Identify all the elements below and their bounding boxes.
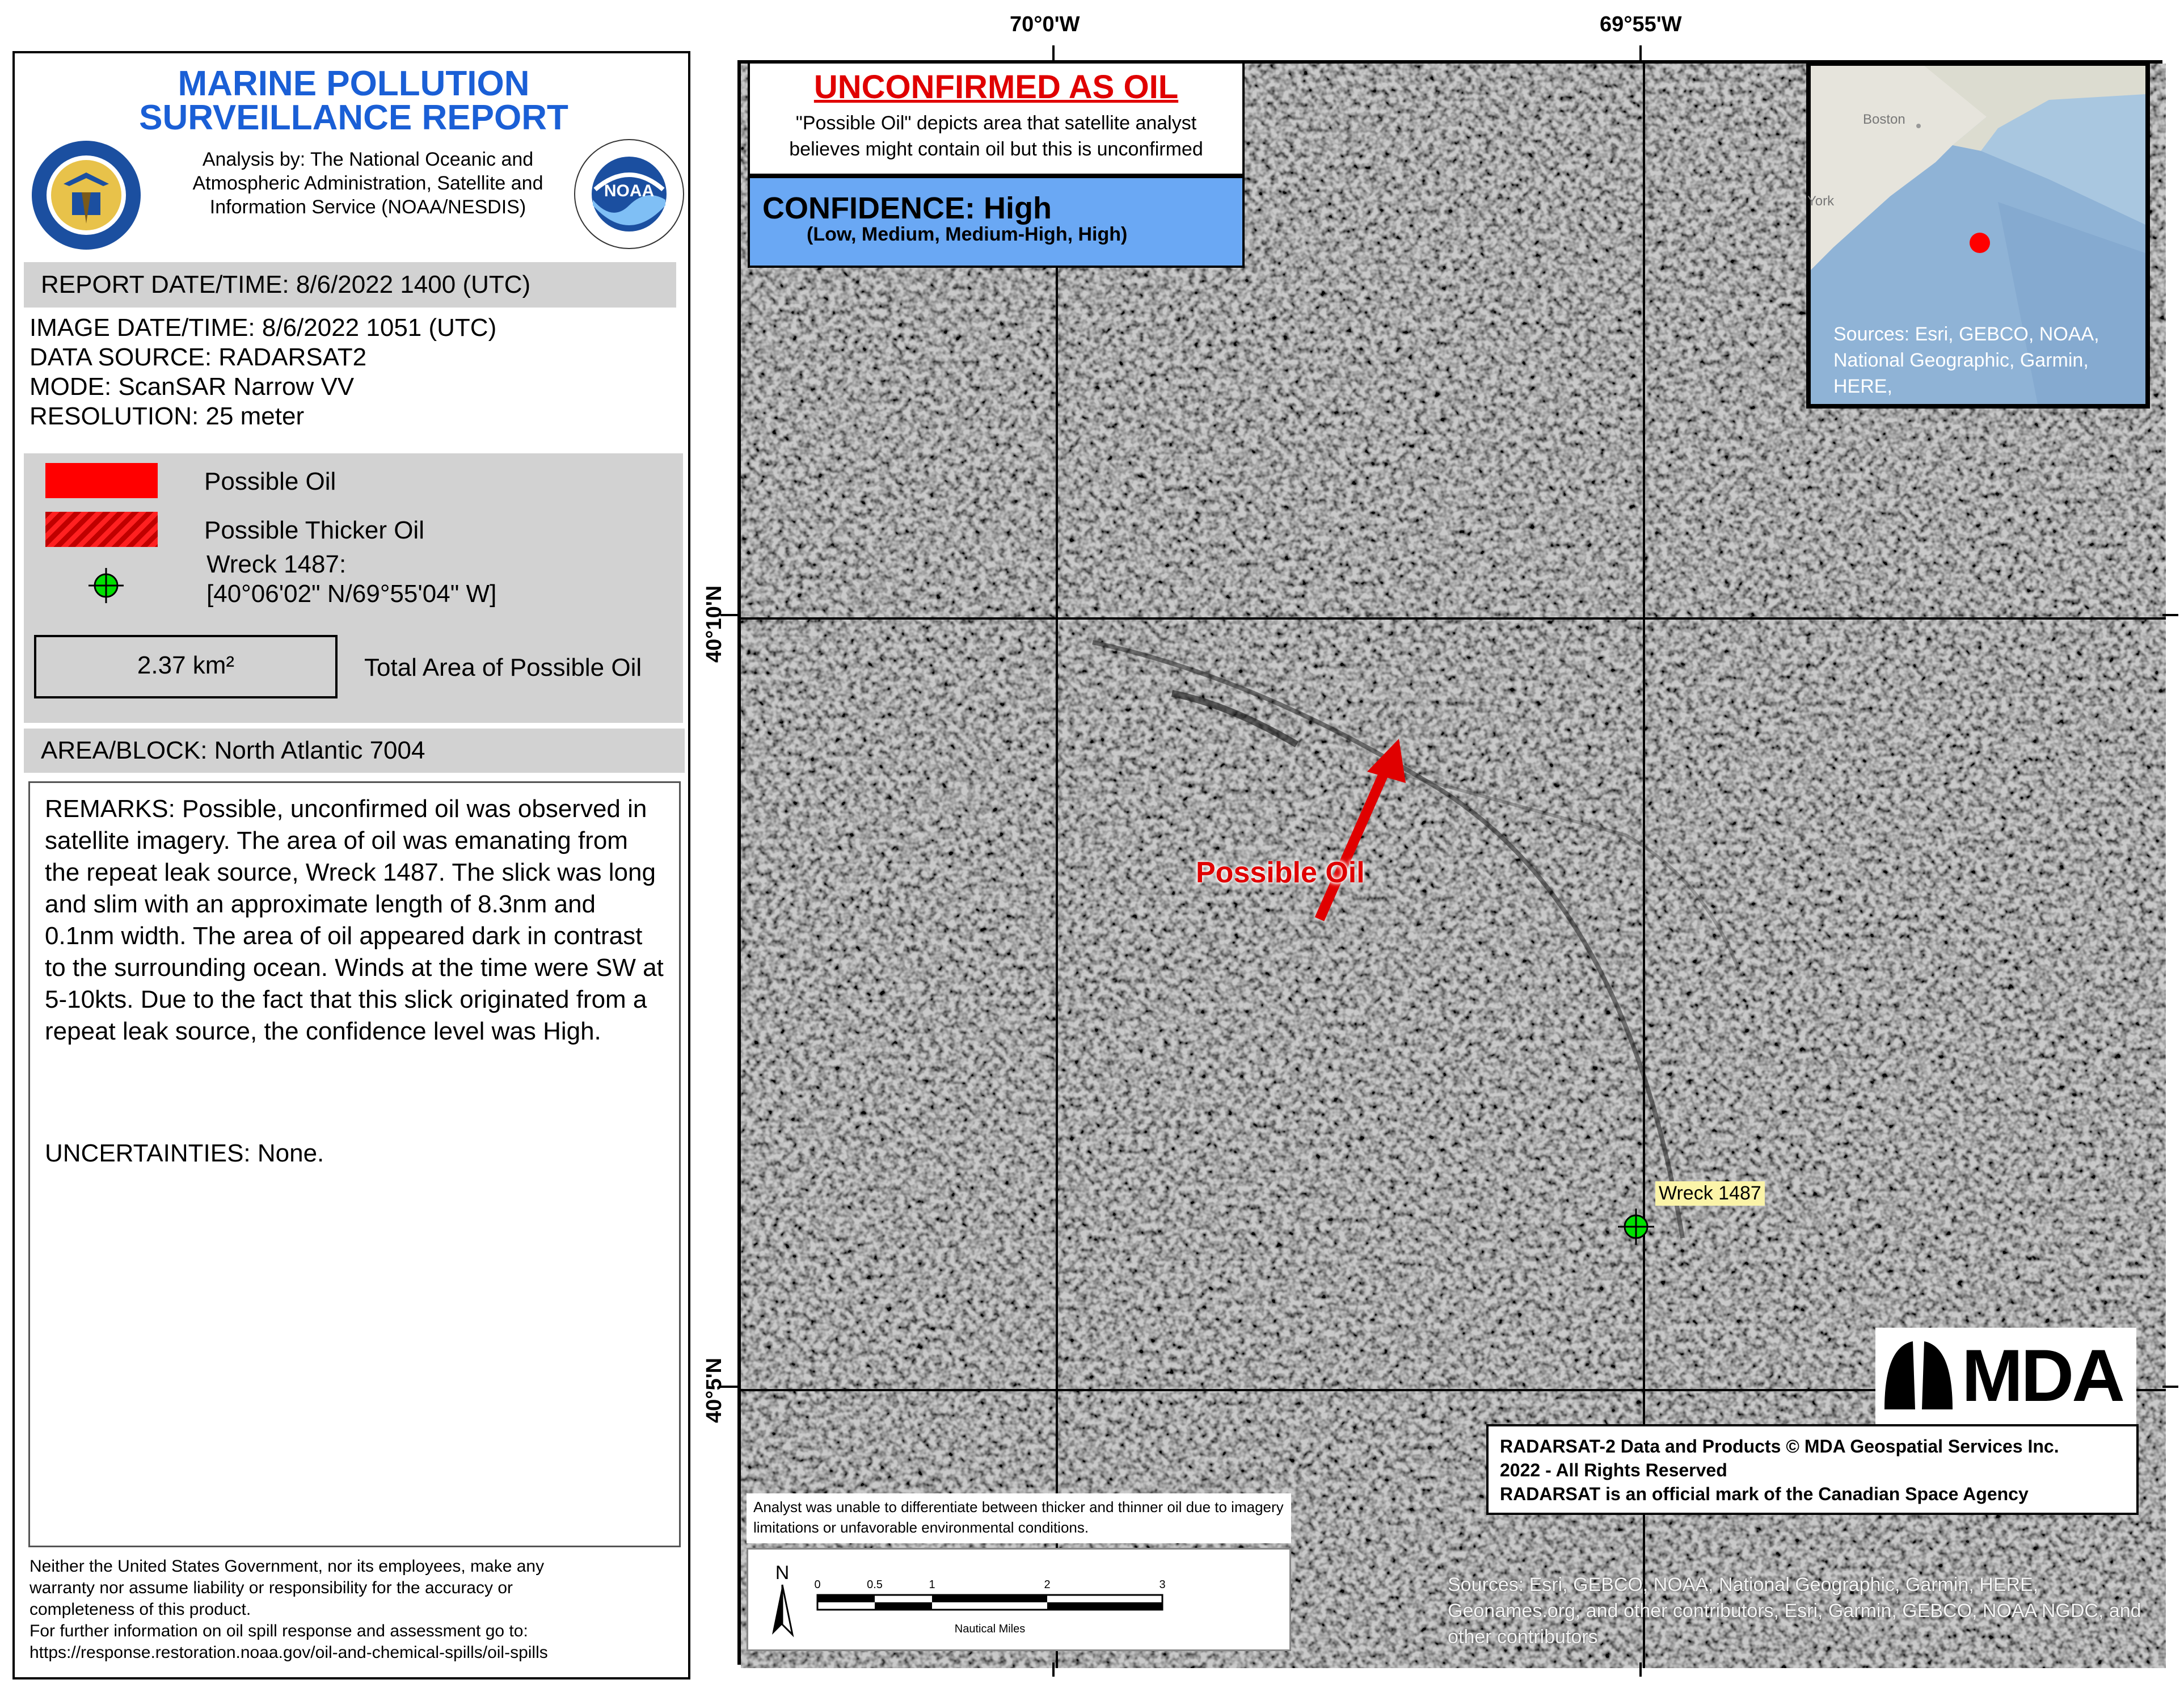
longitude-label-70w: 70°0'W xyxy=(1010,12,1080,36)
confidence-levels: (Low, Medium, Medium-High, High) xyxy=(807,224,1128,245)
svg-text:0.5: 0.5 xyxy=(867,1578,883,1591)
mda-logo xyxy=(1875,1328,2136,1424)
inset-location-marker-icon xyxy=(1970,233,1990,253)
report-title-line1: MARINE POLLUTION xyxy=(178,64,530,103)
confidence-title: CONFIDENCE: High xyxy=(762,191,1052,225)
copyright-text: RADARSAT-2 Data and Products © MDA Geospatial Services Inc. 2022 - All Rights Reserved RADARSAT is an official mark of the Canadian Space Agency xyxy=(1500,1436,2059,1504)
longitude-label-69-55w: 69°55'W xyxy=(1600,12,1682,36)
remarks-text: REMARKS: Possible, unconfirmed oil was observed in satellite imagery. The area of oil was emanating from the repeat leak source, Wreck 1487. The slick was long and slim with an approximate length of 8.3nm and 0.1nm width. The area of oil appeared dark in contrast to the surrounding ocean. Winds at the time were SW at 5-10kts. Due to the fact that this slick originated from a repeat leak source, the confidence level was High. xyxy=(45,795,664,1045)
legend-wreck-label: Wreck 1487: xyxy=(206,550,347,578)
map-sources: Sources: Esri, GEBCO, NOAA, National Geographic, Garmin, HERE, Geonames.org, and other contributors, Esri, Garmin, GEBCO, NOAA NGDC, and other contributors xyxy=(1448,1574,2141,1648)
uncertainties-text: UNCERTAINTIES: None. xyxy=(45,1139,324,1167)
latitude-label-40-10n: 40°10'N xyxy=(702,585,726,663)
scale-graphics xyxy=(748,1550,1289,1649)
possible-oil-annotation: Possible Oil xyxy=(1196,856,1365,889)
inset-sources: Sources: Esri, GEBCO, NOAA, National Geographic, Garmin, HERE, xyxy=(1833,323,2099,397)
copyright-box xyxy=(1486,1424,2139,1515)
svg-text:Nautical Miles: Nautical Miles xyxy=(954,1623,1026,1635)
area-block: AREA/BLOCK: North Atlantic 7004 xyxy=(41,736,425,764)
report-datetime: REPORT DATE/TIME: 8/6/2022 1400 (UTC) xyxy=(41,271,531,298)
locator-inset-map[interactable] xyxy=(1806,61,2150,409)
svg-text:3: 3 xyxy=(1159,1578,1166,1591)
latitude-label-40-5n: 40°5'N xyxy=(702,1357,726,1423)
svg-text:2: 2 xyxy=(1044,1578,1051,1591)
analyst-note-box xyxy=(747,1493,1291,1543)
analysis-credit: Analysis by: The National Oceanic and Atmospheric Administration, Satellite and Information Service (NOAA/NESDIS) xyxy=(192,149,543,218)
resolution: RESOLUTION: 25 meter xyxy=(29,402,305,430)
total-area-label: Total Area of Possible Oil xyxy=(364,654,642,681)
scale-box xyxy=(747,1548,1291,1651)
mda-logo-text: MDA xyxy=(1962,1334,2123,1417)
total-area-value: 2.37 km² xyxy=(34,635,338,698)
analyst-note: Analyst was unable to differentiate between thicker and thinner oil due to imagery limitations or unfavorable environmental conditions. xyxy=(753,1498,1284,1536)
imaging-mode: MODE: ScanSAR Narrow VV xyxy=(29,373,355,401)
unconfirmed-description: "Possible Oil" depicts area that satellite analyst believes might contain oil but this is unconfirmed xyxy=(789,112,1203,160)
wreck-annotation: Wreck 1487 xyxy=(1655,1181,1765,1206)
unconfirmed-title: UNCONFIRMED AS OIL xyxy=(813,69,1179,106)
mda-lungs-icon xyxy=(1879,1336,1958,1415)
svg-text:N: N xyxy=(775,1562,790,1584)
image-datetime: IMAGE DATE/TIME: 8/6/2022 1051 (UTC) xyxy=(29,314,497,342)
legend-possible-oil-label: Possible Oil xyxy=(204,468,336,495)
disclaimer: Neither the United States Government, nor its employees, make any warranty nor assume liability or responsibility for the accuracy or completeness of this product. For further information on oil spill response and assessment go to: https://response.restoration.noaa.gov/oil-and-chemical-spills/oil-spills xyxy=(29,1556,682,1664)
report-title-line2: SURVEILLANCE REPORT xyxy=(139,98,568,137)
unconfirmed-notice xyxy=(748,61,1245,176)
svg-text:1: 1 xyxy=(929,1578,935,1591)
svg-text:0: 0 xyxy=(814,1578,821,1591)
confidence-box xyxy=(748,176,1245,268)
svg-text:Boston: Boston xyxy=(1863,112,1905,127)
north-arrow-icon xyxy=(772,1585,782,1635)
svg-text:York: York xyxy=(1807,193,1835,209)
legend-thicker-oil-label: Possible Thicker Oil xyxy=(204,516,424,544)
data-source: DATA SOURCE: RADARSAT2 xyxy=(29,343,367,371)
disclaimer-link[interactable]: https://response.restoration.noaa.gov/oil-and-chemical-spills/oil-spills xyxy=(29,1643,548,1662)
svg-text:NOAA: NOAA xyxy=(604,182,655,200)
legend-wreck-coords: [40°06'02" N/69°55'04" W] xyxy=(206,580,497,608)
